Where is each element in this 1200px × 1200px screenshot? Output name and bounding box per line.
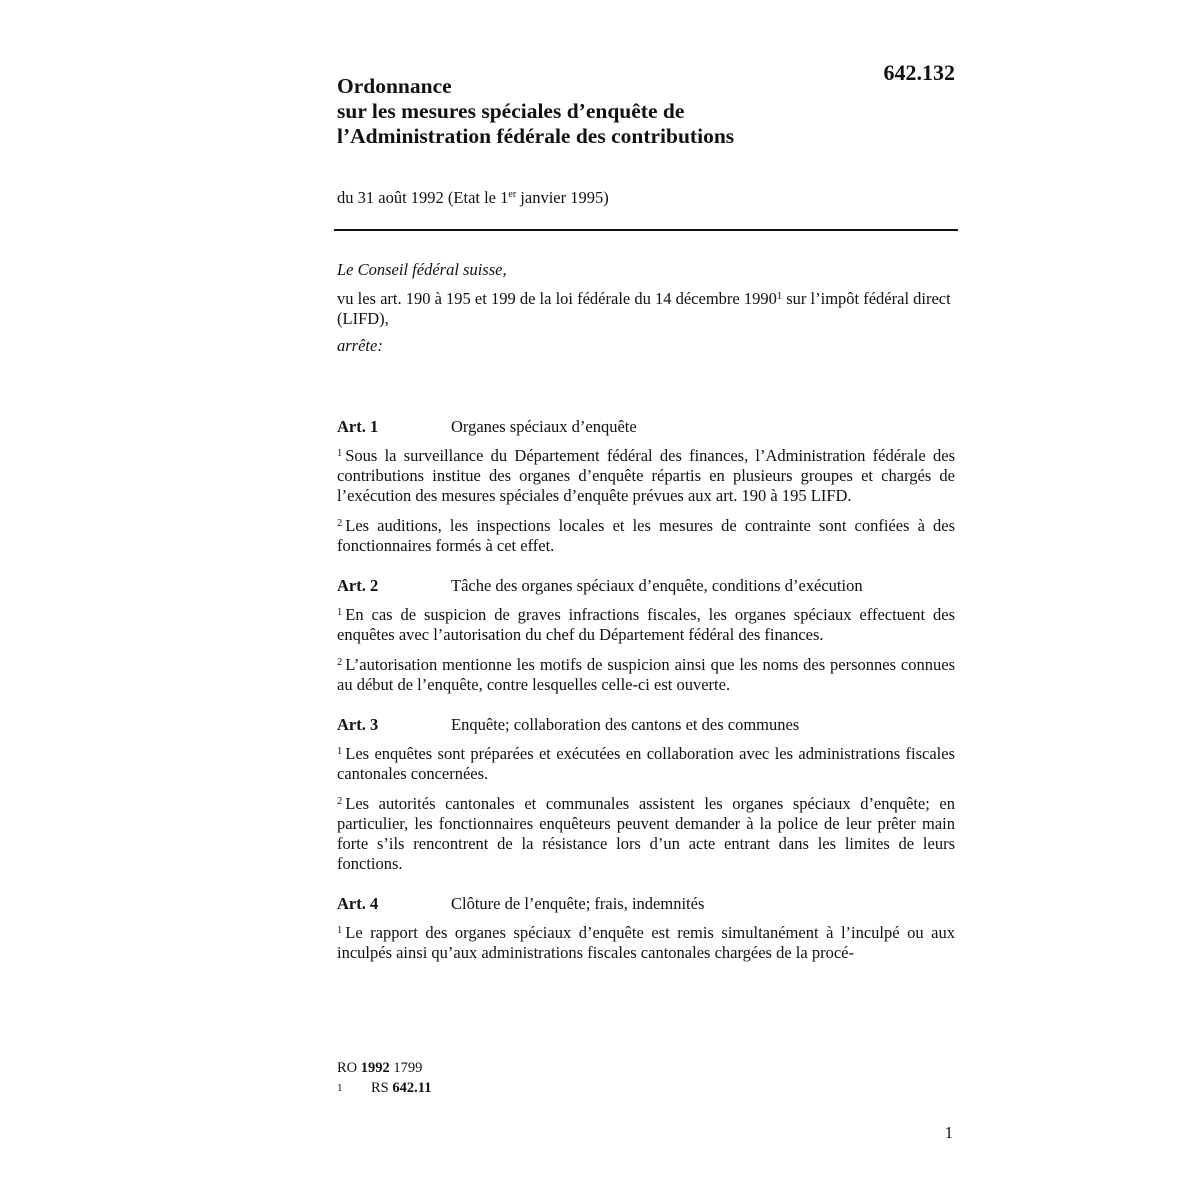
paragraph-text: Les autorités cantonales et communales assistent les organes spéciaux d’enquête; en particulier, les fonctionnaires enquêteurs peuvent demander à la police de leur prêter main forte s’ils rencontrent de la résistance lors d’un acte entrant dans les limites de leurs fonctions.: [337, 794, 955, 873]
paragraph-text: Le rapport des organes spéciaux d’enquête est remis simultanément à l’inculpé ou aux inculpés ainsi qu’aux administrations fiscales cantonales chargées de la procé-: [337, 923, 955, 962]
paragraph-text: Les enquêtes sont préparées et exécutées en collaboration avec les administrations fiscales cantonales concernées.: [337, 744, 955, 783]
footnote-ref: 642.11: [392, 1080, 432, 1096]
preamble-legal-basis: [337, 287, 955, 329]
article-4: [337, 893, 955, 963]
article-heading: [337, 893, 955, 915]
ro-page: 1799: [389, 1060, 423, 1076]
article-title: Enquête; collaboration des cantons et des communes: [451, 715, 800, 734]
article-heading: [337, 416, 955, 438]
legal-basis-text-end: sur l’impôt fédéral direct (LIFD),: [337, 289, 951, 328]
article-title: Tâche des organes spéciaux d’enquête, conditions d’exécution: [451, 576, 863, 595]
footnote-mark: 1: [337, 1082, 343, 1094]
article-title: Clôture de l’enquête; frais, indemnités: [451, 894, 705, 913]
paragraph-number: 2: [337, 796, 343, 807]
ordinance-title: [337, 74, 857, 149]
footnote-prefix: RS: [371, 1080, 393, 1096]
article-paragraph: [337, 444, 955, 506]
footnote-1: [337, 1078, 431, 1098]
preamble: [337, 260, 955, 363]
ordinance-date: [337, 188, 609, 208]
title-divider: [334, 229, 958, 231]
article-number: Art. 3: [337, 715, 379, 734]
date-prefix: du 31 août 1992 (Etat le 1: [337, 188, 509, 207]
paragraph-number: 1: [337, 925, 343, 936]
footnote-text: [371, 1078, 431, 1098]
article-heading: [337, 714, 955, 736]
date-suffix: janvier 1995): [516, 188, 609, 207]
article-paragraph: [337, 514, 955, 556]
paragraph-number: 1: [337, 746, 343, 757]
title-line: sur les mesures spéciales d’enquête de: [337, 99, 685, 123]
paragraph-text: Sous la surveillance du Département fédéral des finances, l’Administration fédérale des contributions institue des organes d’enquête répartis en plusieurs groupes et chargés de l’exécution des mesures spéciales d’enquête prévues aux art. 190 à 195 LIFD.: [337, 446, 955, 505]
legal-basis-text: vu les art. 190 à 195 et 199 de la loi fédérale du 14 décembre 1990: [337, 289, 777, 308]
article-2: [337, 575, 955, 695]
article-paragraph: [337, 603, 955, 645]
article-number: Art. 2: [337, 576, 379, 595]
articles: [337, 416, 955, 982]
paragraph-number: 2: [337, 518, 343, 529]
ro-prefix: RO: [337, 1060, 361, 1076]
paragraph-text: Les auditions, les inspections locales et les mesures de contrainte sont confiées à des fonctionnaires formés à cet effet.: [337, 516, 955, 555]
article-paragraph: [337, 653, 955, 695]
paragraph-text: L’autorisation mentionne les motifs de suspicion ainsi que les noms des personnes connues au début de l’enquête, contre lesquelles celle-ci est ouverte.: [337, 655, 955, 694]
footnote-reference-link[interactable]: 1: [776, 291, 783, 302]
paragraph-number: 1: [337, 448, 343, 459]
title-line: Ordonnance: [337, 74, 452, 98]
document-page: [337, 0, 957, 1200]
paragraph-text: En cas de suspicion de graves infractions fiscales, les organes spéciaux effectuent des enquêtes avec l’autorisation du chef du Département fédéral des finances.: [337, 605, 955, 644]
sr-number: 642.132: [883, 60, 955, 85]
article-title: Organes spéciaux d’enquête: [451, 417, 637, 436]
paragraph-number: 2: [337, 657, 343, 668]
article-paragraph: [337, 742, 955, 784]
official-compilation-reference: [337, 1058, 431, 1078]
article-number: Art. 4: [337, 894, 379, 913]
paragraph-number: 1: [337, 607, 343, 618]
article-number: Art. 1: [337, 417, 379, 436]
article-heading: [337, 575, 955, 597]
footnotes: [337, 1058, 431, 1098]
title-line: l’Administration fédérale des contributions: [337, 124, 735, 148]
article-paragraph: [337, 792, 955, 874]
preamble-authority: Le Conseil fédéral suisse,: [337, 260, 507, 279]
ro-year: 1992: [360, 1060, 390, 1076]
article-3: [337, 714, 955, 874]
preamble-decree: arrête:: [337, 336, 383, 355]
article-1: [337, 416, 955, 556]
page-number: 1: [944, 1123, 953, 1142]
date-superscript: er: [508, 189, 517, 200]
article-paragraph: [337, 921, 955, 963]
